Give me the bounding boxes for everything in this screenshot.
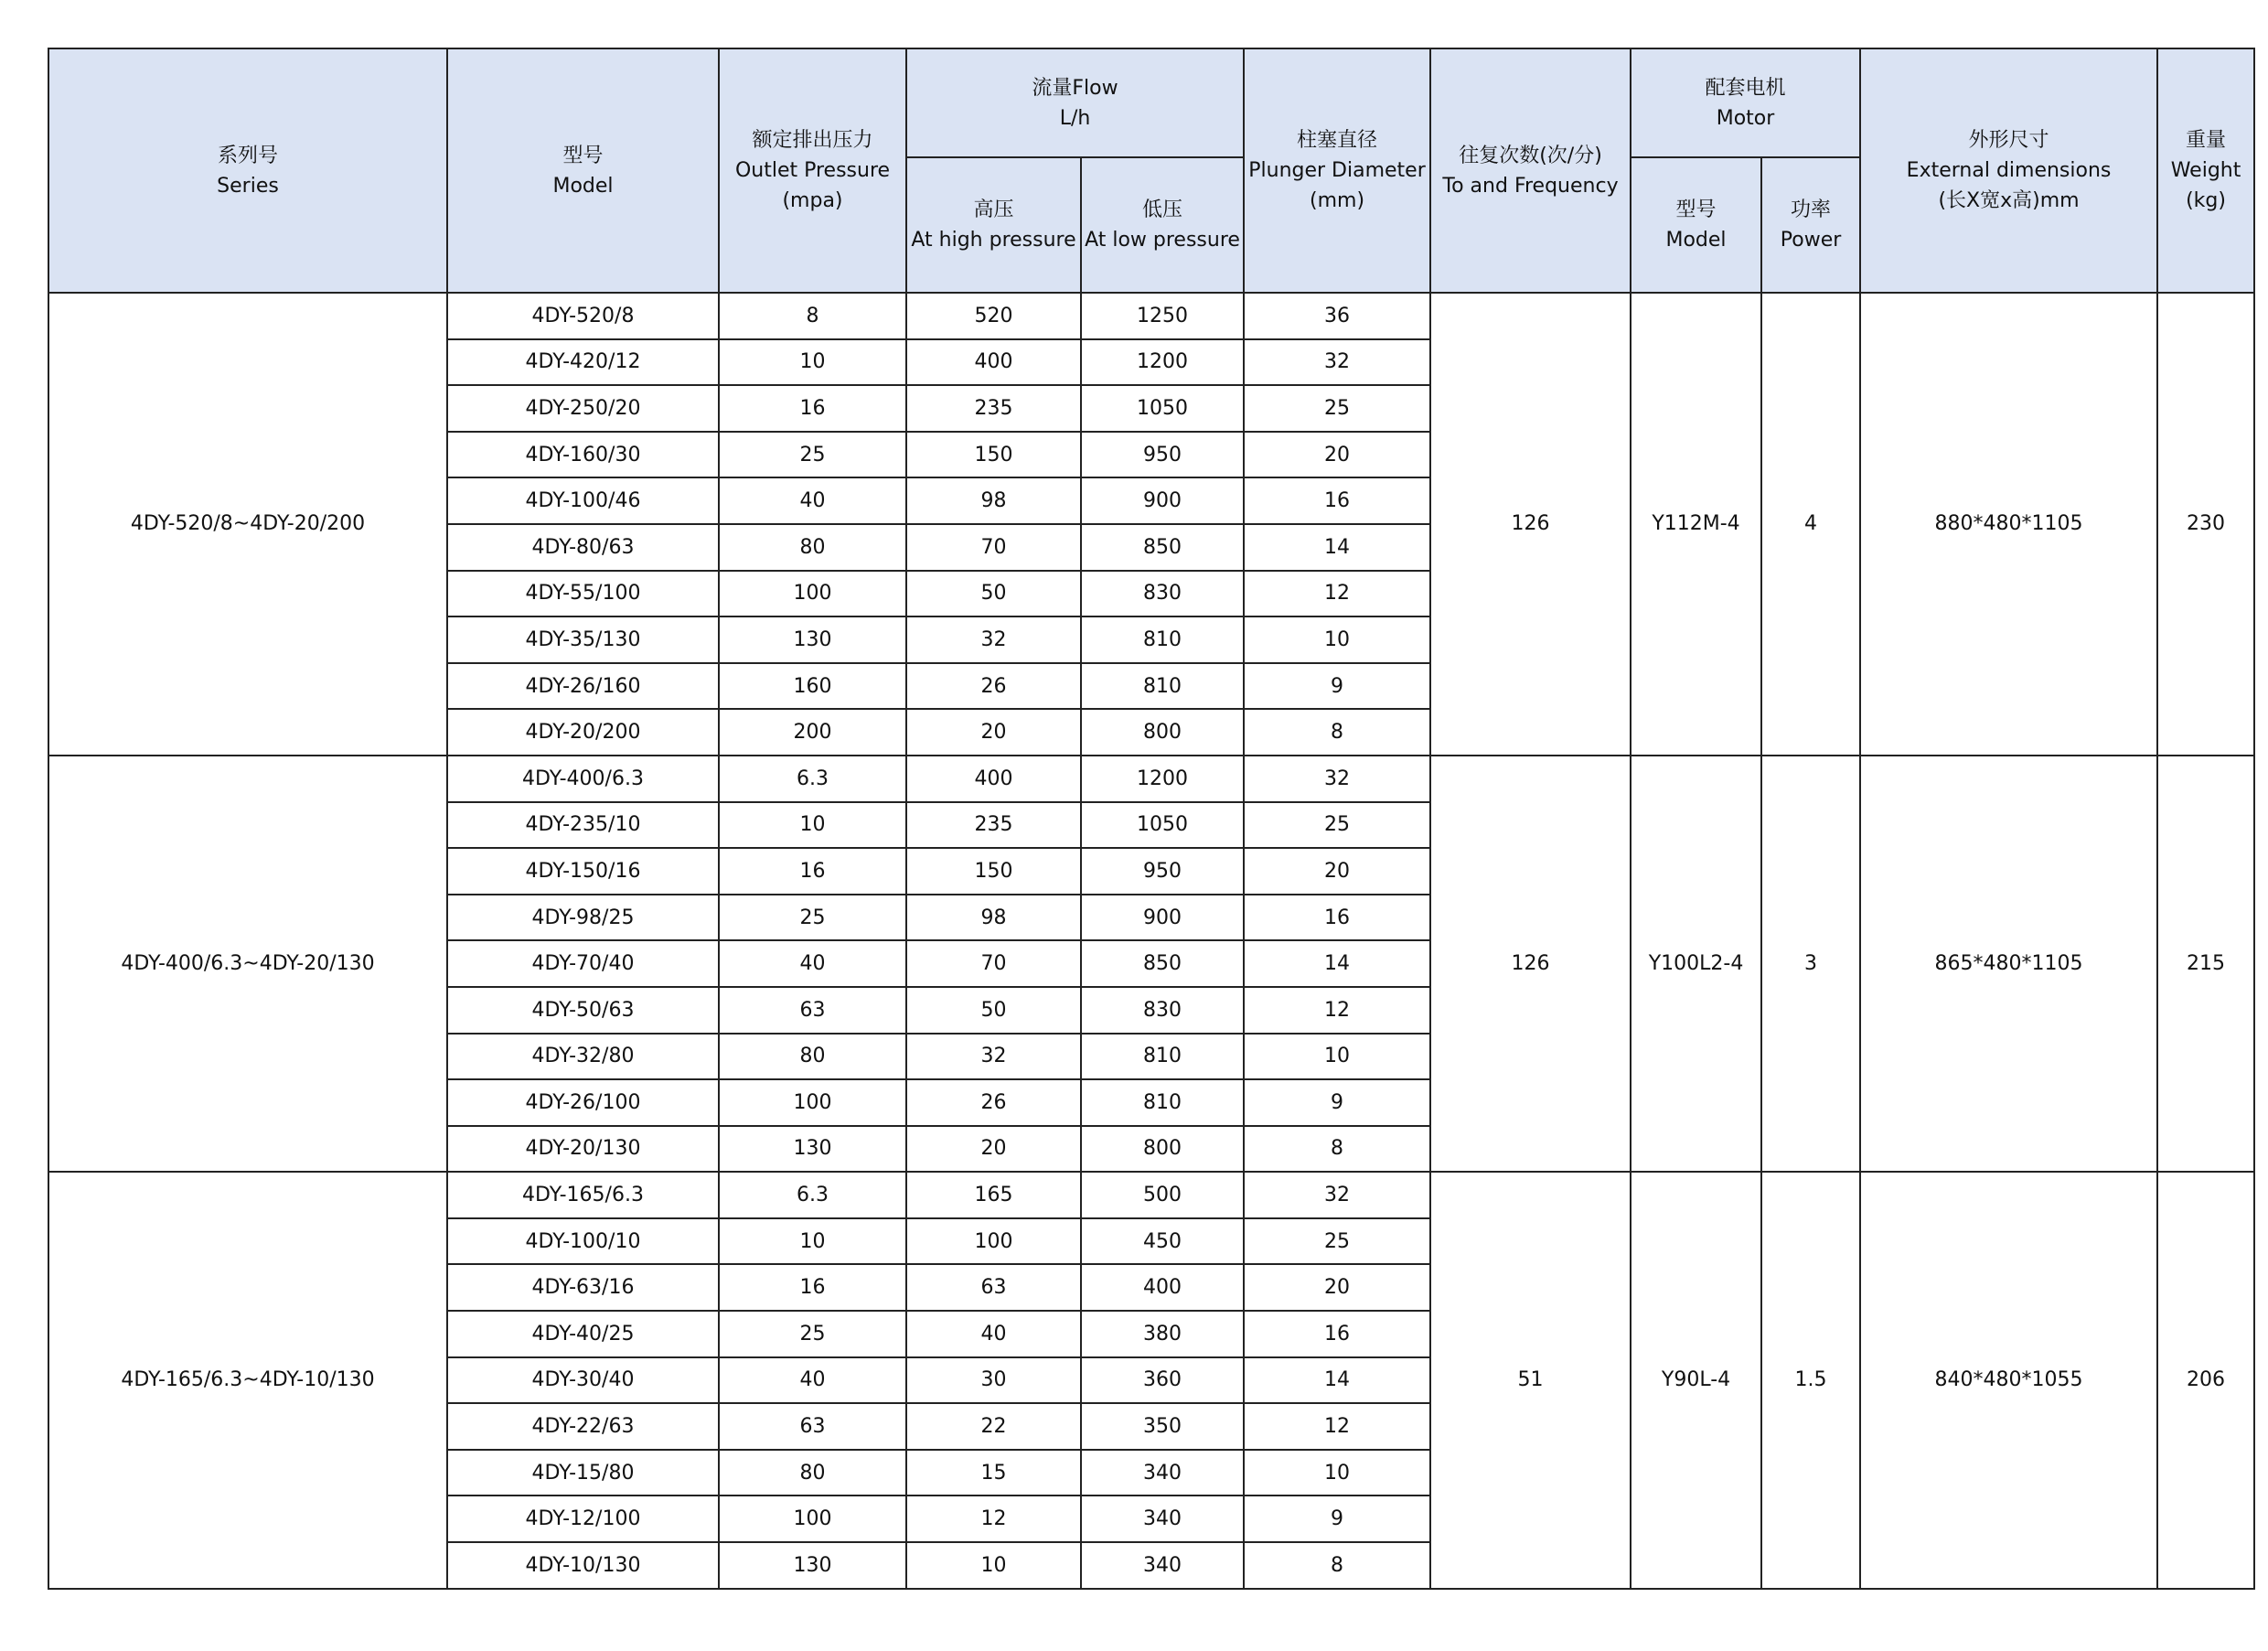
header-plunger: 柱塞直径 Plunger Diameter (mm): [1244, 48, 1430, 293]
cell-flow-high: 98: [906, 477, 1081, 524]
cell-plunger: 14: [1244, 524, 1430, 571]
cell-pressure: 100: [719, 1496, 906, 1542]
cell-pressure: 130: [719, 616, 906, 663]
cell-frequency: 126: [1430, 756, 1631, 1172]
cell-pressure: 160: [719, 663, 906, 710]
cell-model: 4DY-35/130: [447, 616, 719, 663]
cell-flow-low: 900: [1081, 895, 1244, 941]
header-pressure: 额定排出压力 Outlet Pressure (mpa): [719, 48, 906, 293]
cell-model: 4DY-12/100: [447, 1496, 719, 1542]
cell-plunger: 14: [1244, 1357, 1430, 1404]
cell-flow-low: 800: [1081, 1126, 1244, 1173]
cell-pressure: 10: [719, 339, 906, 386]
cell-pressure: 10: [719, 1218, 906, 1265]
cell-flow-high: 70: [906, 524, 1081, 571]
cell-flow-high: 165: [906, 1172, 1081, 1218]
cell-pressure: 100: [719, 1079, 906, 1126]
cell-model: 4DY-235/10: [447, 802, 719, 849]
cell-plunger: 32: [1244, 1172, 1430, 1218]
cell-series: 4DY-165/6.3~4DY-10/130: [48, 1172, 447, 1588]
cell-frequency: 126: [1430, 293, 1631, 756]
cell-plunger: 25: [1244, 385, 1430, 432]
cell-plunger: 36: [1244, 293, 1430, 339]
header-series: 系列号 Series: [48, 48, 447, 293]
cell-flow-high: 235: [906, 802, 1081, 849]
cell-model: 4DY-520/8: [447, 293, 719, 339]
cell-flow-low: 1050: [1081, 385, 1244, 432]
cell-plunger: 16: [1244, 1311, 1430, 1357]
cell-model: 4DY-22/63: [447, 1403, 719, 1450]
cell-plunger: 16: [1244, 477, 1430, 524]
cell-flow-low: 900: [1081, 477, 1244, 524]
cell-pressure: 130: [719, 1126, 906, 1173]
cell-flow-high: 20: [906, 709, 1081, 756]
cell-flow-low: 950: [1081, 432, 1244, 478]
cell-model: 4DY-250/20: [447, 385, 719, 432]
cell-flow-low: 1200: [1081, 339, 1244, 386]
cell-flow-high: 520: [906, 293, 1081, 339]
cell-flow-low: 1050: [1081, 802, 1244, 849]
cell-plunger: 16: [1244, 895, 1430, 941]
cell-pressure: 10: [719, 802, 906, 849]
cell-flow-low: 350: [1081, 1403, 1244, 1450]
cell-flow-low: 810: [1081, 616, 1244, 663]
cell-pressure: 6.3: [719, 756, 906, 802]
cell-motor-power: 4: [1761, 293, 1860, 756]
cell-plunger: 12: [1244, 1403, 1430, 1450]
cell-plunger: 32: [1244, 756, 1430, 802]
cell-flow-high: 22: [906, 1403, 1081, 1450]
cell-pressure: 6.3: [719, 1172, 906, 1218]
cell-plunger: 8: [1244, 1126, 1430, 1173]
cell-model: 4DY-26/160: [447, 663, 719, 710]
cell-pressure: 100: [719, 571, 906, 617]
cell-plunger: 12: [1244, 571, 1430, 617]
cell-flow-high: 10: [906, 1542, 1081, 1589]
cell-flow-high: 40: [906, 1311, 1081, 1357]
cell-pressure: 16: [719, 385, 906, 432]
cell-flow-low: 810: [1081, 663, 1244, 710]
cell-plunger: 10: [1244, 1034, 1430, 1080]
cell-flow-low: 360: [1081, 1357, 1244, 1404]
cell-plunger: 14: [1244, 940, 1430, 987]
cell-dimensions: 865*480*1105: [1860, 756, 2157, 1172]
cell-frequency: 51: [1430, 1172, 1631, 1588]
table-body: [48, 293, 2254, 1589]
cell-flow-high: 32: [906, 616, 1081, 663]
cell-pressure: 40: [719, 1357, 906, 1404]
cell-series: 4DY-520/8~4DY-20/200: [48, 293, 447, 756]
cell-model: 4DY-165/6.3: [447, 1172, 719, 1218]
cell-model: 4DY-100/46: [447, 477, 719, 524]
cell-flow-low: 380: [1081, 1311, 1244, 1357]
cell-model: 4DY-80/63: [447, 524, 719, 571]
header-motor-model: 型号 Model: [1631, 157, 1761, 293]
cell-flow-high: 70: [906, 940, 1081, 987]
header-flow: 流量Flow L/h: [906, 48, 1244, 157]
cell-plunger: 10: [1244, 1450, 1430, 1496]
cell-flow-low: 850: [1081, 524, 1244, 571]
cell-flow-high: 20: [906, 1126, 1081, 1173]
cell-flow-low: 450: [1081, 1218, 1244, 1265]
cell-plunger: 20: [1244, 848, 1430, 895]
cell-flow-high: 63: [906, 1264, 1081, 1311]
cell-model: 4DY-20/130: [447, 1126, 719, 1173]
cell-pressure: 25: [719, 432, 906, 478]
cell-plunger: 25: [1244, 802, 1430, 849]
cell-flow-high: 26: [906, 1079, 1081, 1126]
cell-plunger: 20: [1244, 432, 1430, 478]
cell-plunger: 25: [1244, 1218, 1430, 1265]
cell-flow-high: 100: [906, 1218, 1081, 1265]
cell-plunger: 9: [1244, 663, 1430, 710]
cell-motor-power: 3: [1761, 756, 1860, 1172]
cell-flow-low: 830: [1081, 571, 1244, 617]
cell-dimensions: 880*480*1105: [1860, 293, 2157, 756]
cell-pressure: 63: [719, 1403, 906, 1450]
cell-flow-low: 340: [1081, 1450, 1244, 1496]
cell-model: 4DY-10/130: [447, 1542, 719, 1589]
cell-pressure: 25: [719, 1311, 906, 1357]
header-dimensions: 外形尺寸 External dimensions (长X宽x高)mm: [1860, 48, 2157, 293]
cell-flow-low: 810: [1081, 1079, 1244, 1126]
cell-flow-high: 12: [906, 1496, 1081, 1542]
cell-motor-model: Y100L2-4: [1631, 756, 1761, 1172]
cell-model: 4DY-400/6.3: [447, 756, 719, 802]
cell-flow-low: 850: [1081, 940, 1244, 987]
cell-flow-low: 1250: [1081, 293, 1244, 339]
table-row: [48, 1172, 2254, 1218]
cell-plunger: 8: [1244, 1542, 1430, 1589]
cell-plunger: 10: [1244, 616, 1430, 663]
cell-flow-high: 150: [906, 848, 1081, 895]
cell-flow-high: 26: [906, 663, 1081, 710]
cell-motor-power: 1.5: [1761, 1172, 1860, 1588]
header-flow-high: 高压 At high pressure: [906, 157, 1081, 293]
cell-weight: 215: [2157, 756, 2254, 1172]
cell-model: 4DY-50/63: [447, 987, 719, 1034]
cell-plunger: 32: [1244, 339, 1430, 386]
cell-pressure: 16: [719, 1264, 906, 1311]
cell-flow-high: 50: [906, 987, 1081, 1034]
cell-plunger: 12: [1244, 987, 1430, 1034]
cell-flow-high: 400: [906, 756, 1081, 802]
cell-flow-low: 810: [1081, 1034, 1244, 1080]
cell-flow-high: 15: [906, 1450, 1081, 1496]
cell-model: 4DY-30/40: [447, 1357, 719, 1404]
header-flow-low: 低压 At low pressure: [1081, 157, 1244, 293]
header-weight: 重量 Weight (kg): [2157, 48, 2254, 293]
cell-model: 4DY-40/25: [447, 1311, 719, 1357]
cell-plunger: 9: [1244, 1496, 1430, 1542]
cell-model: 4DY-100/10: [447, 1218, 719, 1265]
cell-flow-high: 235: [906, 385, 1081, 432]
header-motor-power: 功率 Power: [1761, 157, 1860, 293]
cell-flow-low: 500: [1081, 1172, 1244, 1218]
cell-flow-low: 340: [1081, 1542, 1244, 1589]
cell-pressure: 200: [719, 709, 906, 756]
cell-pressure: 130: [719, 1542, 906, 1589]
cell-plunger: 9: [1244, 1079, 1430, 1126]
cell-pressure: 80: [719, 524, 906, 571]
header-motor: 配套电机 Motor: [1631, 48, 1860, 157]
cell-flow-low: 340: [1081, 1496, 1244, 1542]
cell-model: 4DY-70/40: [447, 940, 719, 987]
cell-pressure: 40: [719, 940, 906, 987]
cell-flow-low: 950: [1081, 848, 1244, 895]
table-header: [48, 48, 2254, 293]
cell-plunger: 8: [1244, 709, 1430, 756]
cell-model: 4DY-55/100: [447, 571, 719, 617]
table-row: [48, 293, 2254, 339]
cell-model: 4DY-160/30: [447, 432, 719, 478]
cell-model: 4DY-420/12: [447, 339, 719, 386]
cell-pressure: 16: [719, 848, 906, 895]
cell-flow-low: 400: [1081, 1264, 1244, 1311]
cell-model: 4DY-26/100: [447, 1079, 719, 1126]
cell-weight: 206: [2157, 1172, 2254, 1588]
cell-flow-high: 30: [906, 1357, 1081, 1404]
cell-flow-low: 1200: [1081, 756, 1244, 802]
cell-pressure: 63: [719, 987, 906, 1034]
cell-pressure: 25: [719, 895, 906, 941]
cell-model: 4DY-63/16: [447, 1264, 719, 1311]
cell-series: 4DY-400/6.3~4DY-20/130: [48, 756, 447, 1172]
cell-flow-high: 50: [906, 571, 1081, 617]
cell-pressure: 8: [719, 293, 906, 339]
cell-flow-high: 150: [906, 432, 1081, 478]
cell-motor-model: Y90L-4: [1631, 1172, 1761, 1588]
cell-model: 4DY-20/200: [447, 709, 719, 756]
cell-model: 4DY-32/80: [447, 1034, 719, 1080]
cell-pressure: 40: [719, 477, 906, 524]
pump-spec-table: [48, 48, 2255, 1590]
cell-flow-low: 800: [1081, 709, 1244, 756]
cell-pressure: 80: [719, 1450, 906, 1496]
header-frequency: 往复次数(次/分) To and Frequency: [1430, 48, 1631, 293]
cell-flow-high: 98: [906, 895, 1081, 941]
table-row: [48, 756, 2254, 802]
cell-model: 4DY-15/80: [447, 1450, 719, 1496]
cell-pressure: 80: [719, 1034, 906, 1080]
cell-flow-low: 830: [1081, 987, 1244, 1034]
cell-dimensions: 840*480*1055: [1860, 1172, 2157, 1588]
cell-flow-high: 400: [906, 339, 1081, 386]
cell-plunger: 20: [1244, 1264, 1430, 1311]
cell-flow-high: 32: [906, 1034, 1081, 1080]
header-model: 型号 Model: [447, 48, 719, 293]
cell-model: 4DY-98/25: [447, 895, 719, 941]
cell-weight: 230: [2157, 293, 2254, 756]
cell-model: 4DY-150/16: [447, 848, 719, 895]
cell-motor-model: Y112M-4: [1631, 293, 1761, 756]
